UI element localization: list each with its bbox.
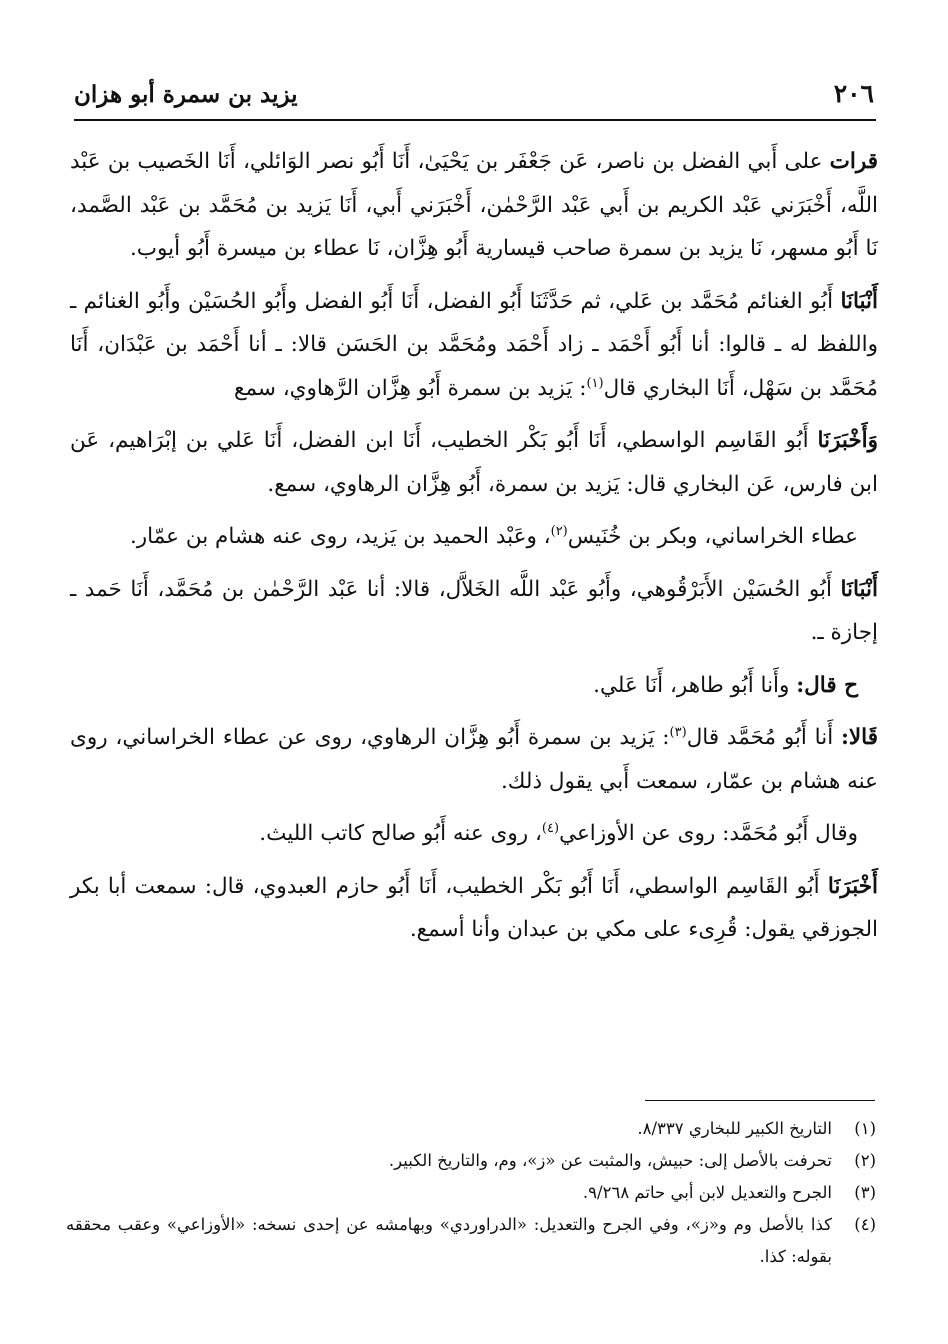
footnote-text: تحرفت بالأصل إلى: حبيش، والمثبت عن «ز»، وم، والتاريخ الكبير. [388, 1151, 832, 1170]
footnote-number: (٢) [854, 1151, 876, 1170]
paragraph-text: أَنا أَبُو مُحَمَّد قال [686, 725, 841, 750]
paragraph-text: على أَبي الفضل بن ناصر، عَن جَعْفَر بن يَحْيَىٰ، أَنَا أَبُو نصر الوَائلي، أَنَا الخَصيب بن عَبْد اللَّه، أَخْبَرَني عَبْد الكريم بن أَبي عَبْد الرَّحْمٰن، أَخْبَرَني أَبي، أَنَا يَزيد بن مُحَمَّد بن عَبْد الصَّمد، نَا أَبُو مسهر، نَا يزيد بن سمرة صاحب قيسارية أَبُو هِزَّان، نَا عطاء بن ميسرة أَبُو أيوب. [70, 149, 878, 261]
paragraph-2 [70, 280, 878, 411]
paragraph-4 [70, 515, 878, 559]
paragraph-text-cont: ، روى عنه أَبُو صالح كاتب الليث. [259, 821, 542, 846]
paragraph-lead: قَالا: [840, 725, 878, 750]
paragraph-lead: ح قال: [796, 672, 858, 698]
paragraph-text: أَبُو الحُسَيْن الأَبَرْقُوهي، وأَبُو عَبْد اللَّه الخَلاَّل، قالا: أنا عَبْد الرَّحْمٰن بن مُحَمَّد، أَنَا حَمد ـ إجازة ـ. [70, 576, 878, 645]
footnote-text: كذا بالأصل وم و«ز»، وفي الجرح والتعديل: «الدراوردي» وبهامشه عن إحدى نسخه: «الأوزاعي» وعقب محققه بقوله: كذا. [66, 1215, 832, 1266]
footnote-number: (٤) [854, 1215, 876, 1234]
paragraph-lead: وَأَخْبَرَنَا [817, 428, 878, 453]
paragraph-5 [70, 568, 878, 655]
paragraph-text-cont: : يَزيد بن سمرة أَبُو هِزَّان الرهاوي، روى عن عطاء الخراساني، روى عنه هشام بن عمّار، سمعت أَبي يقول ذلك. [70, 725, 878, 794]
paragraph-3 [70, 419, 878, 506]
paragraph-text: عطاء الخراساني، وبكر بن خُنَيس [567, 524, 858, 549]
paragraph-7 [70, 716, 878, 803]
footnote-ref: (٢) [550, 523, 568, 539]
footnote-text: التاريخ الكبير للبخاري ٨/٣٣٧. [637, 1119, 832, 1138]
footnote-4 [66, 1209, 876, 1273]
footnote-number: (١) [854, 1119, 876, 1138]
paragraph-text: أَبُو الغنائم مُحَمَّد بن عَلي، ثم حَدَّثَنَا أَبُو الفضل، أَنَا أَبُو الفضل وأَبُو الحُسَيْن وأَبُو الغنائم ـ واللفظ له ـ قالوا: أنا أَبُو أَحْمَد ـ زاد أَحْمَد ومُحَمَّد بن الحَسَن قالا: ـ أنا أَحْمَد بن عَبْدَان، أَنَا مُحَمَّد بن سَهْل، أَنَا البخاري قال [70, 288, 878, 401]
paragraph-text: أَبُو القَاسِم الواسطي، أَنَا أَبُو بَكْر الخطيب، أَنَا ابن الفضل، أَنَا عَلي بن إبْرَاهيم، عَن ابن فارس، عَن البخاري قال: يَزيد بن سمرة، أَبُو هِزَّان الرهاوي، سمع. [70, 428, 878, 497]
paragraph-lead: أَنْبَانَا [840, 576, 878, 602]
paragraph-9 [70, 865, 878, 952]
paragraph-6 [70, 664, 878, 708]
header-rule [74, 119, 876, 121]
paragraph-lead: أَخْبَرَنَا [827, 873, 878, 899]
paragraph-text: أَبُو القَاسِم الواسطي، أَنَا أَبُو بَكْر الخطيب، أَنَا أَبُو حازم العبدوي، قال: سمعت أبا بكر الجوزقي يقول: قُرِىء على مكي بن عبدان وأنا أسمع. [70, 873, 878, 942]
paragraph-text-cont: : يَزيد بن سمرة أَبُو هِزَّان الرَّهاوي، سمع [234, 375, 587, 401]
footnote-ref: (٣) [669, 724, 687, 740]
running-title: يزيد بن سمرة أبو هزان [74, 81, 298, 108]
footnote-ref: (١) [586, 375, 604, 391]
paragraph-8 [70, 812, 878, 856]
footnote-text: الجرح والتعديل لابن أبي حاتم ٩/٢٦٨. [582, 1183, 832, 1202]
page-number: ٢٠٦ [833, 79, 874, 108]
paragraph-text: وقال أَبُو مُحَمَّد: روى عن الأوزاعي [559, 821, 858, 846]
footnote-2 [66, 1145, 876, 1177]
footnotes [66, 1113, 876, 1273]
paragraph-lead: قرات [829, 149, 878, 174]
paragraph-1 [70, 140, 878, 271]
main-text [70, 140, 878, 952]
paragraph-text: وأَنا أَبُو طاهر، أَنَا عَلي. [593, 672, 797, 698]
paragraph-lead: أَنْبَانَا [840, 288, 878, 314]
paragraph-text-cont: ، وعَبْد الحميد بن يَزيد، روى عنه هشام بن عمّار. [129, 524, 551, 549]
page-header [74, 62, 874, 108]
footnote-number: (٣) [854, 1183, 876, 1202]
footnote-rule [645, 1100, 875, 1101]
footnote-1 [66, 1113, 876, 1145]
footnote-ref: (٤) [541, 820, 560, 836]
footnote-3 [66, 1177, 876, 1209]
